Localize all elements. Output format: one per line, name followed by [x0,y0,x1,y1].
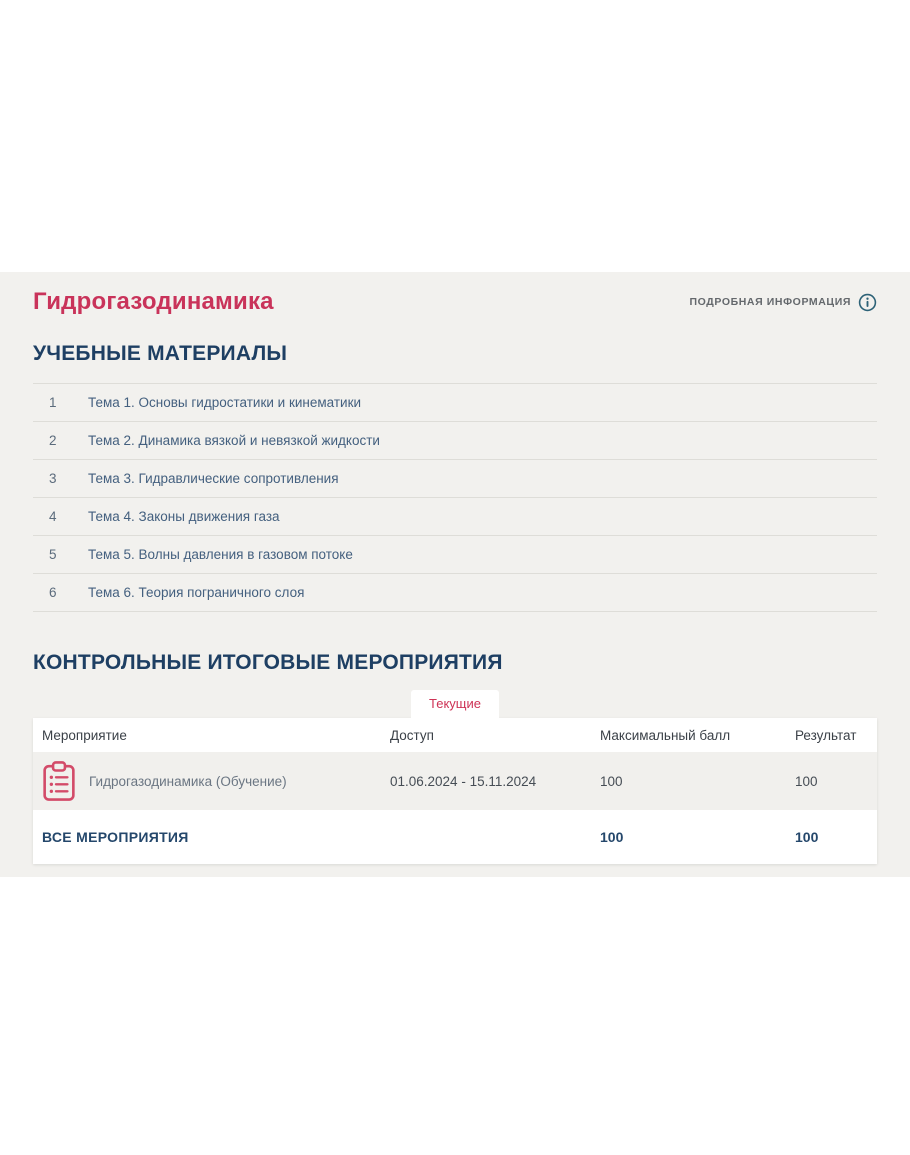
material-link[interactable]: Тема 5. Волны давления в газовом потоке [88,547,353,562]
detailed-info-link[interactable] [690,293,877,312]
events-table-footer [33,810,877,864]
material-row [33,384,877,422]
event-max-score: 100 [600,773,623,789]
materials-list [33,383,877,612]
material-row [33,460,877,498]
event-row [33,752,877,810]
total-result: 100 [795,829,819,845]
card-header [33,272,877,316]
material-number: 2 [49,433,57,448]
tab-current-events[interactable]: Текущие [411,690,499,718]
column-header-event: Мероприятие [42,727,127,743]
events-tab-bar [33,690,877,718]
column-header-max-score: Максимальный балл [600,727,731,743]
events-heading: КОНТРОЛЬНЫЕ ИТОГОВЫЕ МЕРОПРИЯТИЯ [33,651,503,674]
material-number: 6 [49,585,57,600]
page-title: Гидрогазодинамика [33,288,274,315]
material-link[interactable]: Тема 3. Гидравлические сопротивления [88,471,339,486]
column-header-result: Результат [795,727,857,743]
material-row [33,574,877,612]
clipboard-checklist-icon [42,761,76,802]
material-row [33,536,877,574]
event-result: 100 [795,773,818,789]
info-circle-icon [858,293,877,312]
events-table [33,718,877,864]
total-max-score: 100 [600,829,624,845]
event-access-dates: 01.06.2024 - 15.11.2024 [390,773,537,789]
detailed-info-label: ПОДРОБНАЯ ИНФОРМАЦИЯ [689,296,851,308]
material-link[interactable]: Тема 1. Основы гидростатики и кинематики [88,395,362,410]
material-link[interactable]: Тема 6. Теория пограничного слоя [88,585,305,600]
all-events-link[interactable]: ВСЕ МЕРОПРИЯТИЯ [42,829,189,845]
material-link[interactable]: Тема 4. Законы движения газа [88,509,280,524]
materials-heading: УЧЕБНЫЕ МАТЕРИАЛЫ [33,342,288,365]
material-row [33,422,877,460]
column-header-access: Доступ [390,727,434,743]
material-link[interactable]: Тема 2. Динамика вязкой и невязкой жидкости [88,433,380,448]
material-number: 5 [49,547,57,562]
material-row [33,498,877,536]
material-number: 3 [49,471,57,486]
events-table-header [33,718,877,752]
event-link[interactable]: Гидрогазодинамика (Обучение) [89,773,287,789]
course-card [0,272,910,877]
material-number: 1 [49,395,57,410]
material-number: 4 [49,509,57,524]
